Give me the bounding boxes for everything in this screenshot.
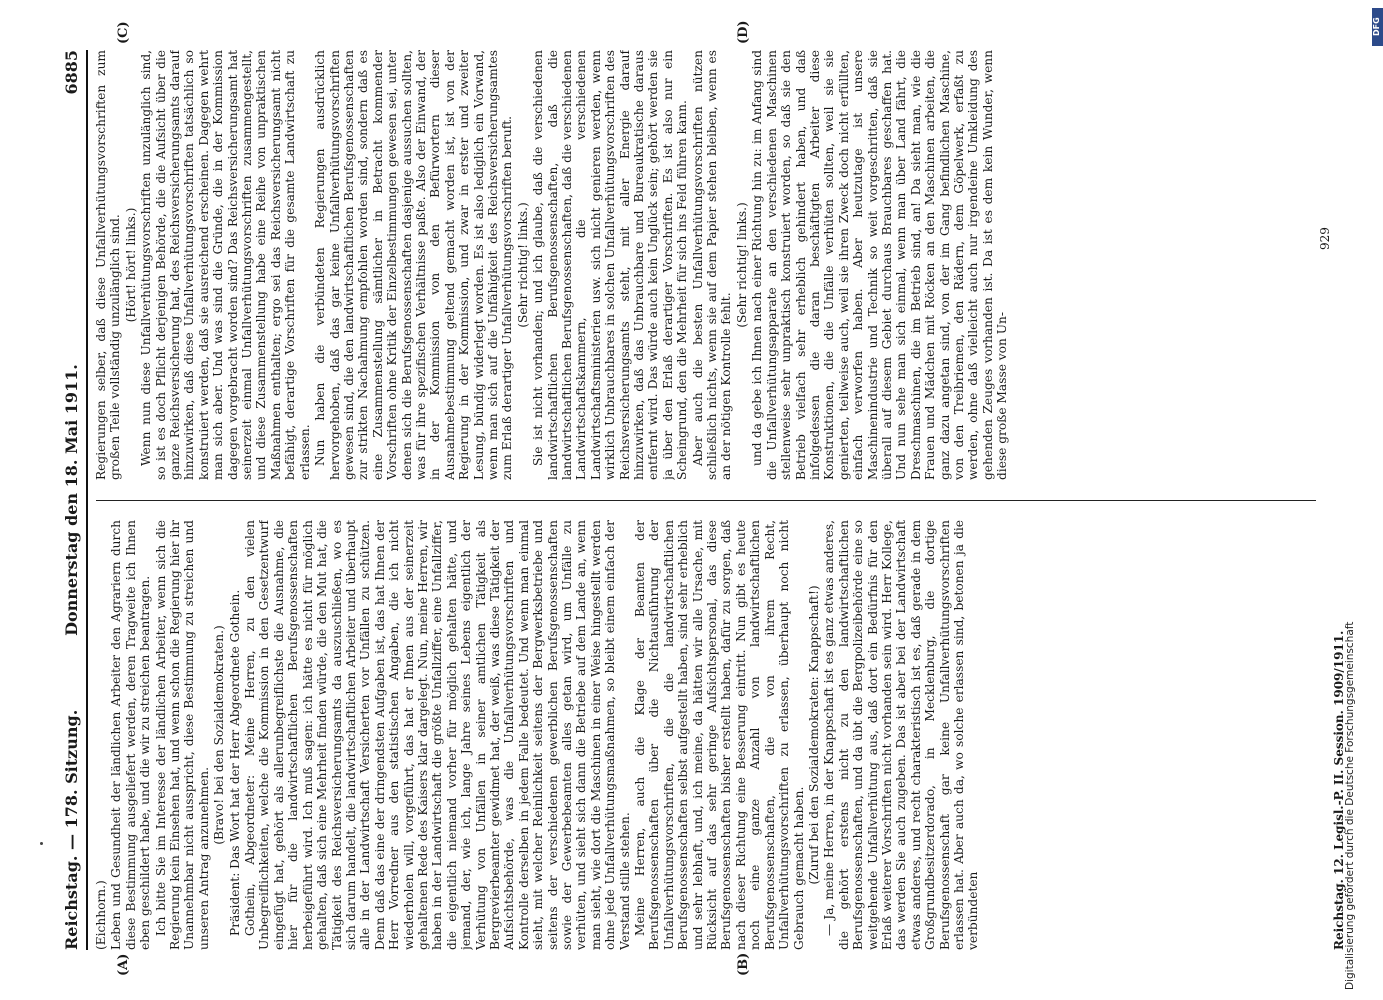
column-rule bbox=[96, 500, 1316, 501]
margin-mark-a: (A) bbox=[116, 953, 131, 976]
paragraph: Meine Herren, auch die Klage der Beamten der Berufsgenossenschaften über die Nichtausführung der Unfallverhütungsvorschriften, die die landwirtschaftlichen Berufsgenossenschaften selbst aufgestellt haben, sind sehr erheblich und sehr lebhaft, und, ich meine, da hätten wir alle Ursache, mit Rücksicht auf das sehr geringe Aufsichtspersonal, das diese Berufsgenossenschaften bisher erstellt haben, dafür zu sorgen, daß nach dieser Richtung eine Besserung eintritt. Nun gibt es heute noch eine ganze Anzahl von landwirtschaftlichen Berufsgenossenschaften, die von ihrem Recht, Unfallverhütungsvorschriften zu erlassen, überhaupt noch nicht Gebrauch gemacht haben. bbox=[633, 520, 806, 950]
header-page-number: 6885 bbox=[62, 50, 81, 95]
margin-mark-d: (D) bbox=[736, 20, 751, 44]
speck bbox=[40, 842, 43, 845]
paragraph: Wenn nun diese Unfallverhütungsvorschriften unzulänglich sind, so ist es doch Pflicht derjenigen Behörde, die die Aufsicht über die ganze Reichsversicherung hat, des Reichsversicherungsamts darauf hinzuwirken, daß diese Unfallverhütungsvorschriften tatsächlich so konstruiert werden, daß sie ausreichend erscheinen. Dagegen wehrt man sich aber. Und was sind die Gründe, die in der Kommission dagegen vorgebracht worden sind? Das Reichsversicherungsamt hat seinerzeit einmal Unfallverhütungsvorschriften zusammengestellt, und diese Zusammenstellung habe eine Reihe von unpraktischen Maßnahmen enthalten; ergo sei das Reichsversicherungsamt nicht befähigt, derartige Vorschriften für die gesamte Landwirtschaft zu erlassen. bbox=[139, 50, 312, 480]
rotated-page bbox=[56, 20, 1356, 976]
interjection: (Sehr richtig! links.) bbox=[515, 202, 530, 328]
paragraph: und da gebe ich Ihnen nach einer Richtung hin zu: im Anfang sind die Unfallverhütungsapparate an den verschiedenen Maschinen stellenweise sehr unpraktisch konstruiert worden, so daß sie den Betrieb vielfach sehr erheblich gehindert haben, und daß infolgedessen die daran beschäftigten Arbeiter diese Konstruktionen, die die Unfälle verhüten sollten, weil sie sie genierten, teilweise auch, weil sie ihren Zweck doch nicht erfüllten, einfach verworfen haben. Aber heutzutage ist unsere Maschinenindustrie und Technik so weit vorgeschritten, daß sie überall auf diesem Gebiet durchaus Brauchbares geschaffen hat. Und nun sehe man sich einmal, wenn man über Land fährt, die Dreschmaschinen, die im Betrieb sind, an! Da sieht man, wie die Frauen und Mädchen mit Röcken an den Maschinen arbeiten, die ganz dazu angetan sind, von der im Gang befindlichen Maschine, von den Treibriemen, den Rädern, dem Göpelwerk, erfaßt zu werden, ohne daß vielleicht auch nur irgendeine Umkleidung des gehenden Zeuges vorhanden ist. Da ist es dem kein Wunder, wenn diese große Masse von Un- bbox=[750, 50, 1010, 480]
right-column bbox=[94, 50, 1334, 480]
paragraph: — Ja, meine Herren, in der Knappschaft ist es ganz etwas anderes, die gehört erstens nicht zu den landwirtschaftlichen Berufsgenossenschaften, und da übt die Bergpolizeibehörde eine so weitgehende Unfallverhütung aus, daß dort ein Bedürfnis für den Erlaß weiterer Vorschriften nicht vorhanden sein wird. Herr Kollege, das werden Sie auch zugeben. Das ist aber bei der Landwirtschaft etwas anderes, und recht charakteristisch ist es, daß gerade in dem Großgrundbesitzerdorado, in Mecklenburg, die dortige Berufsgenossenschaft gar keine Unfallverhütungsvorschriften erlassen hat. Aber auch da, wo solche erlassen sind, betonen ja die verbündeten bbox=[822, 520, 981, 950]
paragraph: Nun haben die verbündeten Regierungen ausdrücklich hervorgehoben, daß das gar keine Unfallverhütungsvorschriften gewesen sind, die den landwirtschaftlichen Berufsgenossenschaften zur strikten Nachahmung empfohlen worden sind, sondern daß es eine Zusammenstellung sämtlicher in Betracht kommender Vorschriften ohne Kritik der Einzelbestimmungen gewesen sei, unter denen sich die Berufsgenossenschaften dasjenige aussuchen sollten, was für ihre spezifischen Verhältnisse paßte. Also der Einwand, der in der Kommission von den Befürwortern dieser Ausnahmebestimmung geltend gemacht worden ist, ist von der Regierung in der Kommission, und zwar in erster und zweiter Lesung, bündig widerlegt worden. Es ist also lediglich ein Vorwand, wenn man sich auf die Unfähigkeit des Reichsversicherungsamtes zum Erlaß derartiger Unfallverhütungsvorschriften beruft. bbox=[313, 50, 515, 480]
signature-number: 929 bbox=[1318, 227, 1332, 250]
paragraph: Gothein, Abgeordneter: Meine Herren, zu den vielen Unbegreiflichkeiten, welche die Kommission in den Gesetzentwurf eingefügt hat, gehört als allerunbegreiflichste die Ausnahme, die hier für die landwirtschaftlichen Berufsgenossenschaften herbeigeführt wird. Ich muß sagen: ich hätte es nicht für möglich gehalten, daß sich eine Mehrheit finden würde, die den Mut hat, die Tätigkeit des Reichsversicherungsamts da auszuschließen, wo es sich darum handelt, die landwirtschaftlichen Arbeiter und überhaupt alle in der Landwirtschaft Versicherten vor Unfällen zu schützen. Denn daß das eine der dringendsten Aufgaben ist, das hat Ihnen der Herr Vorredner aus den statistischen Angaben, die ich nicht wiederholen will, vorgeführt, das hat er Ihnen aus der seinerzeit gehaltenen Rede des Kaisers klar dargelegt. Nun, meine Herren, wir haben in der Landwirtschaft die größte Unfallziffer, eine Unfallziffer, die eigentlich niemand vorher für möglich gehalten hätte, und jemand, der, wie ich, lange Jahre seines Lebens eigentlich der Verhütung von Unfällen in seiner amtlichen Tätigkeit als Bergrevierbeamter gewidmet hat, der weiß, was diese Tätigkeit der Aufsichtsbehörde, was die Unfallverhütungsvorschriften und Kontrolle derselben in jedem Falle bedeutet. Und wenn man einmal sieht, mit welcher Reinlichkeit seitens der Bergwerksbetriebe und seitens der verschiedenen gewerblichen Berufsgenossenschaften sowie der Gewerbebeamten alles getan wird, um Unfälle zu verhüten, und sieht sich dann die Betriebe auf dem Lande an, wenn man sieht, wie dort die Maschinen in einer Weise hingestellt werden ohne jede Unfallverhütungsmaßnahmen, so bleibt einem einfach der Verstand stille stehen. bbox=[243, 520, 632, 950]
page-footer: Reichstag. 12. Legisl.-P. II. Session. 1909/1911. bbox=[1332, 630, 1346, 950]
paragraph: Sie ist nicht vorhanden; und ich glaube, daß die verschiedenen landwirtschaftlichen Berufsgenossenschaften, daß die landwirtschaftlichen Berufsgenossenschaften, daß die verschiedenen Landwirtschaftskammern, die verschiedenen Landwirtschaftsministerien usw. sich nicht genieren werden, wenn wirklich Unbrauchbares in solchen Unfallverhütungsvorschriften des Reichsversicherungsamts steht, mit aller Energie darauf hinzuwirken, daß das Unbrauchbare und Bureaukratische daraus entfernt wird. Das würde auch kein Unglück sein; gehört werden sie ja über den Erlaß derartiger Vorschriften. Es ist also nur ein Scheingrund, den die Mehrheit für sich ins Feld führen kann. bbox=[531, 50, 690, 480]
paragraph: Aber auch die besten Unfallverhütungsvorschriften nützen schließlich nichts, wenn sie auf dem Papier stehen bleiben, wenn es an der nötigen Kontrolle fehlt. bbox=[690, 50, 734, 480]
paragraph: Leben und Gesundheit der ländlichen Arbeiter den Agrariern durch diese Bestimmung ausgeliefert werden, deren Tragweite ich Ihnen eben geschildert habe, und die wir zu streichen beantragen. bbox=[109, 520, 153, 950]
interjection: (Bravo! bei den Sozialdemokraten.) bbox=[212, 625, 227, 845]
digitization-note: Digitalisierung gefördert durch die Deutsche Forschungsgemeinschaft bbox=[1344, 621, 1356, 990]
margin-mark-b: (B) bbox=[736, 952, 751, 976]
interjection: (Zuruf bei den Sozialdemokraten: Knappschaft!) bbox=[806, 585, 821, 885]
left-column bbox=[94, 520, 1334, 950]
interjection: (Hört! hört! links.) bbox=[123, 207, 138, 323]
dfg-logo: DFG bbox=[1372, 8, 1383, 46]
page-header bbox=[56, 50, 96, 950]
margin-mark-c: (C) bbox=[116, 21, 131, 44]
paragraph: Ich bitte Sie im Interesse der ländlichen Arbeiter, wenn sich die Regierung kein Einsehen hat, und wenn schon die Regierung hier ihr Unannehmbar nicht ausspricht, diese Bestimmung zu streichen und unseren Antrag anzunehmen. bbox=[153, 520, 211, 950]
header-date: Donnerstag den 18. Mai 1911. bbox=[62, 364, 81, 636]
paragraph: Regierungen selber, daß diese Unfallverhütungsvorschriften zum großen Teile vollständig unzulänglich sind. bbox=[94, 50, 123, 480]
president-statement: Präsident: Das Wort hat der Herr Abgeordnete Gothein. bbox=[227, 589, 242, 936]
header-session: Reichstag. — 178. Sitzung. bbox=[62, 709, 81, 950]
speaker-name: (Eichhorn.) bbox=[94, 880, 108, 950]
header-rule bbox=[86, 50, 88, 950]
interjection: (Sehr richtig! links.) bbox=[734, 202, 749, 328]
